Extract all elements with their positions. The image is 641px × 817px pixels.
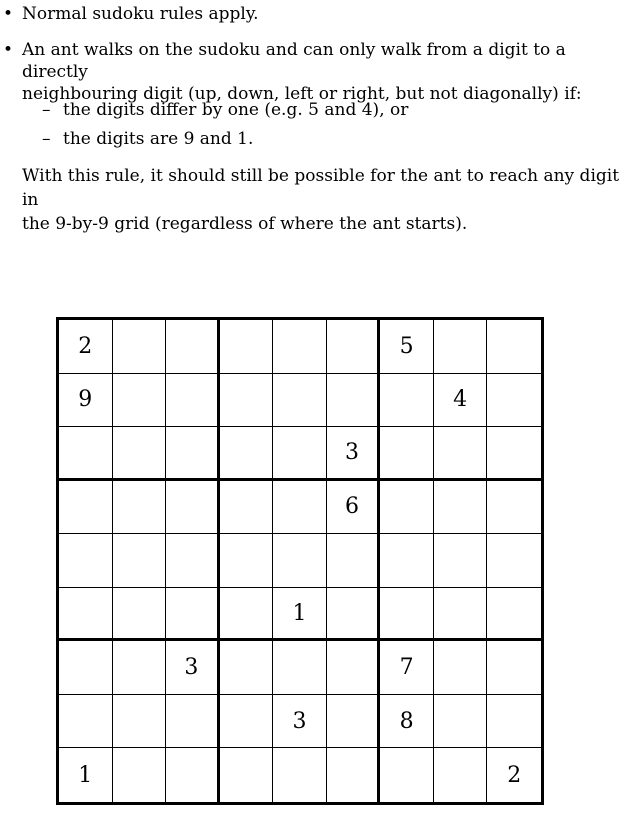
sudoku-cell[interactable] [327, 695, 381, 749]
sudoku-cell[interactable]: 3 [273, 695, 327, 749]
bullet-marker: • [3, 4, 14, 24]
sudoku-cell[interactable] [380, 748, 434, 802]
condition-text-2: the digits are 9 and 1. [63, 129, 254, 149]
sudoku-cell[interactable] [166, 374, 220, 428]
sudoku-cell[interactable]: 9 [59, 374, 113, 428]
dash-marker: – [42, 100, 51, 120]
rule-text-2: An ant walks on the sudoku and can only walk from a digit to a directly neighbouring digit (up, down, left or right, but not diagonally) if: [22, 40, 582, 104]
sudoku-cell[interactable] [220, 748, 274, 802]
sudoku-cell[interactable]: 4 [434, 374, 488, 428]
sudoku-cell[interactable] [220, 588, 274, 642]
sudoku-cell[interactable] [327, 588, 381, 642]
sudoku-cell[interactable] [59, 588, 113, 642]
sudoku-cell[interactable] [166, 534, 220, 588]
sudoku-cell[interactable] [380, 374, 434, 428]
sudoku-cell[interactable] [487, 641, 541, 695]
sudoku-cell[interactable] [59, 695, 113, 749]
sudoku-cell[interactable] [434, 427, 488, 481]
sudoku-cell[interactable] [273, 748, 327, 802]
sudoku-cell[interactable] [113, 427, 167, 481]
sudoku-cell[interactable] [59, 534, 113, 588]
sudoku-cell[interactable] [166, 320, 220, 374]
sudoku-cell[interactable]: 2 [507, 762, 522, 788]
sudoku-cell[interactable] [380, 427, 434, 481]
sudoku-cell[interactable] [220, 427, 274, 481]
sudoku-cell[interactable] [327, 534, 381, 588]
sudoku-cell[interactable] [166, 695, 220, 749]
rule-text-1: Normal sudoku rules apply. [22, 4, 259, 24]
dash-marker: – [42, 129, 51, 149]
sudoku-cell[interactable] [166, 588, 220, 642]
sudoku-cell[interactable]: 6 [327, 481, 381, 535]
sudoku-cell[interactable] [59, 641, 113, 695]
sudoku-cell[interactable] [487, 320, 541, 374]
sudoku-cell[interactable] [113, 374, 167, 428]
sudoku-cell[interactable] [380, 588, 434, 642]
sudoku-cell[interactable] [327, 641, 381, 695]
sudoku-cell[interactable] [487, 374, 541, 428]
condition-text-1: the digits differ by one (e.g. 5 and 4), or [63, 100, 409, 120]
sudoku-cell[interactable] [113, 534, 167, 588]
sudoku-cell[interactable] [113, 748, 167, 802]
sudoku-cell[interactable] [113, 320, 167, 374]
sudoku-cell[interactable] [220, 320, 274, 374]
sudoku-grid [56, 317, 544, 805]
sudoku-cell[interactable] [273, 427, 327, 481]
sudoku-cell[interactable] [380, 481, 434, 535]
sudoku-cell[interactable] [273, 534, 327, 588]
sudoku-cell[interactable] [273, 481, 327, 535]
sudoku-cell[interactable] [434, 641, 488, 695]
reachability-note: With this rule, it should still be possible for the ant to reach any digit in the 9-by-9 grid (regardless of where the ant starts). [22, 166, 620, 234]
sudoku-cell[interactable] [273, 641, 327, 695]
sudoku-cell[interactable] [166, 748, 220, 802]
sudoku-cell[interactable] [220, 695, 274, 749]
sudoku-cell[interactable] [113, 695, 167, 749]
sudoku-cell[interactable] [487, 427, 541, 481]
sudoku-cell[interactable] [434, 534, 488, 588]
sudoku-cell[interactable] [327, 748, 381, 802]
sudoku-cell[interactable]: 2 [59, 320, 113, 374]
sudoku-cell[interactable] [273, 374, 327, 428]
sudoku-cell[interactable] [59, 427, 113, 481]
sudoku-cell[interactable] [59, 481, 113, 535]
bullet-marker: • [3, 40, 14, 60]
sudoku-cell[interactable] [273, 320, 327, 374]
sudoku-cell[interactable] [487, 588, 541, 642]
sudoku-cell[interactable]: 7 [380, 641, 434, 695]
sudoku-cell[interactable] [434, 695, 488, 749]
sudoku-cell[interactable] [434, 588, 488, 642]
sudoku-cell[interactable] [487, 534, 541, 588]
sudoku-cell[interactable] [487, 695, 541, 749]
sudoku-cell[interactable] [166, 481, 220, 535]
sudoku-cell[interactable] [220, 374, 274, 428]
sudoku-cell[interactable]: 1 [59, 748, 113, 802]
sudoku-cell[interactable] [434, 748, 488, 802]
sudoku-cell[interactable] [434, 320, 488, 374]
sudoku-cell[interactable] [113, 481, 167, 535]
sudoku-cell[interactable] [166, 427, 220, 481]
sudoku-cell[interactable] [327, 320, 381, 374]
sudoku-cell[interactable] [220, 534, 274, 588]
sudoku-cell[interactable] [434, 481, 488, 535]
sudoku-cell[interactable] [327, 374, 381, 428]
sudoku-cell[interactable]: 5 [380, 320, 434, 374]
sudoku-cell[interactable] [220, 641, 274, 695]
sudoku-cell[interactable] [380, 534, 434, 588]
sudoku-cell[interactable]: 8 [380, 695, 434, 749]
sudoku-cell[interactable]: 3 [166, 641, 220, 695]
sudoku-cell[interactable] [220, 481, 274, 535]
sudoku-cell[interactable] [113, 641, 167, 695]
sudoku-cell[interactable] [487, 481, 541, 535]
sudoku-cell[interactable]: 1 [273, 588, 327, 642]
sudoku-cell[interactable]: 3 [327, 427, 381, 481]
sudoku-cell[interactable] [113, 588, 167, 642]
